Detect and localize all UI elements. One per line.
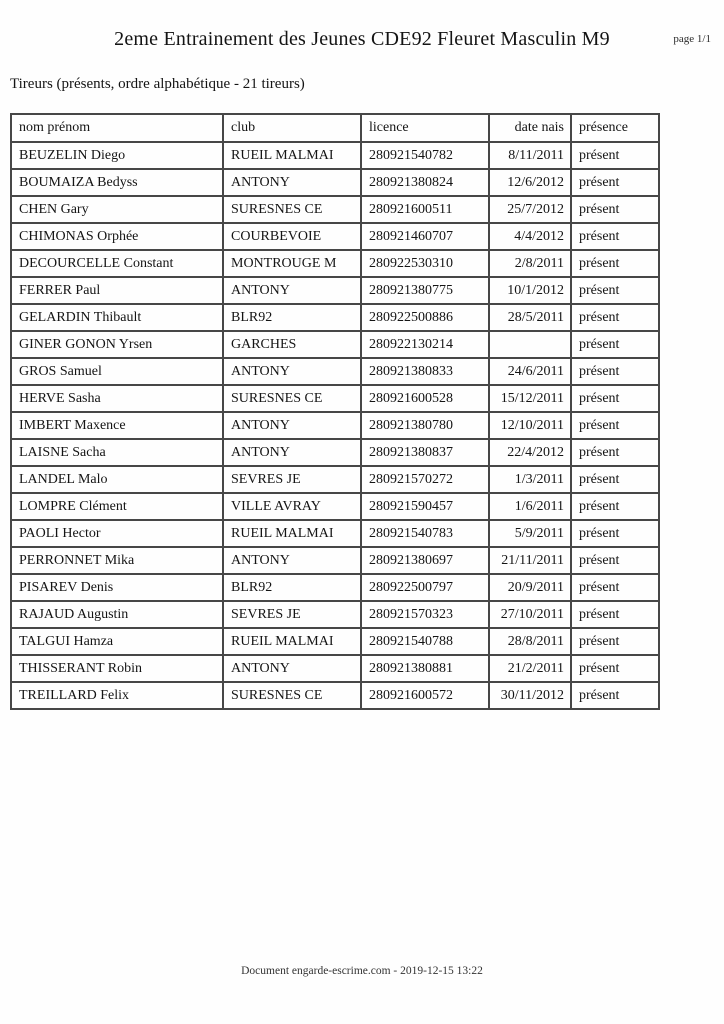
cell-licence: 280921600572 bbox=[361, 682, 489, 709]
cell-nom-prenom: PAOLI Hector bbox=[11, 520, 223, 547]
column-header-licence: licence bbox=[361, 114, 489, 142]
cell-presence: présent bbox=[571, 250, 659, 277]
cell-presence: présent bbox=[571, 169, 659, 196]
cell-club: RUEIL MALMAI bbox=[223, 520, 361, 547]
cell-licence: 280921540783 bbox=[361, 520, 489, 547]
cell-presence: présent bbox=[571, 682, 659, 709]
column-header-club: club bbox=[223, 114, 361, 142]
cell-presence: présent bbox=[571, 493, 659, 520]
cell-licence: 280921460707 bbox=[361, 223, 489, 250]
cell-date-nais: 12/6/2012 bbox=[489, 169, 571, 196]
cell-presence: présent bbox=[571, 358, 659, 385]
cell-licence: 280921600528 bbox=[361, 385, 489, 412]
cell-club: MONTROUGE M bbox=[223, 250, 361, 277]
cell-date-nais: 1/6/2011 bbox=[489, 493, 571, 520]
cell-licence: 280921540788 bbox=[361, 628, 489, 655]
tireurs-table bbox=[10, 113, 660, 710]
cell-date-nais: 5/9/2011 bbox=[489, 520, 571, 547]
cell-date-nais: 4/4/2012 bbox=[489, 223, 571, 250]
cell-club: SURESNES CE bbox=[223, 682, 361, 709]
cell-presence: présent bbox=[571, 520, 659, 547]
cell-licence: 280921380780 bbox=[361, 412, 489, 439]
cell-date-nais: 1/3/2011 bbox=[489, 466, 571, 493]
cell-club: ANTONY bbox=[223, 547, 361, 574]
table-row bbox=[11, 250, 659, 277]
table-row bbox=[11, 655, 659, 682]
table-row bbox=[11, 223, 659, 250]
cell-club: RUEIL MALMAI bbox=[223, 142, 361, 169]
table-row bbox=[11, 142, 659, 169]
cell-licence: 280921570272 bbox=[361, 466, 489, 493]
cell-nom-prenom: IMBERT Maxence bbox=[11, 412, 223, 439]
cell-date-nais: 30/11/2012 bbox=[489, 682, 571, 709]
table-row bbox=[11, 439, 659, 466]
table-row bbox=[11, 358, 659, 385]
cell-presence: présent bbox=[571, 601, 659, 628]
cell-club: SURESNES CE bbox=[223, 196, 361, 223]
cell-presence: présent bbox=[571, 439, 659, 466]
cell-nom-prenom: LAISNE Sacha bbox=[11, 439, 223, 466]
cell-presence: présent bbox=[571, 466, 659, 493]
cell-licence: 280921380775 bbox=[361, 277, 489, 304]
cell-club: ANTONY bbox=[223, 358, 361, 385]
cell-nom-prenom: GINER GONON Yrsen bbox=[11, 331, 223, 358]
cell-nom-prenom: CHEN Gary bbox=[11, 196, 223, 223]
cell-presence: présent bbox=[571, 547, 659, 574]
cell-presence: présent bbox=[571, 655, 659, 682]
table-row bbox=[11, 304, 659, 331]
cell-nom-prenom: FERRER Paul bbox=[11, 277, 223, 304]
cell-presence: présent bbox=[571, 304, 659, 331]
cell-date-nais: 12/10/2011 bbox=[489, 412, 571, 439]
page-number-indicator: page 1/1 bbox=[673, 33, 711, 45]
cell-club: VILLE AVRAY bbox=[223, 493, 361, 520]
cell-nom-prenom: TREILLARD Felix bbox=[11, 682, 223, 709]
cell-nom-prenom: BOUMAIZA Bedyss bbox=[11, 169, 223, 196]
cell-presence: présent bbox=[571, 196, 659, 223]
table-body bbox=[11, 142, 659, 709]
table-row bbox=[11, 385, 659, 412]
table-row bbox=[11, 682, 659, 709]
cell-nom-prenom: CHIMONAS Orphée bbox=[11, 223, 223, 250]
cell-presence: présent bbox=[571, 628, 659, 655]
table-row bbox=[11, 628, 659, 655]
cell-nom-prenom: LOMPRE Clément bbox=[11, 493, 223, 520]
cell-nom-prenom: BEUZELIN Diego bbox=[11, 142, 223, 169]
table-row bbox=[11, 601, 659, 628]
cell-presence: présent bbox=[571, 412, 659, 439]
table-row bbox=[11, 331, 659, 358]
cell-club: RUEIL MALMAI bbox=[223, 628, 361, 655]
cell-club: ANTONY bbox=[223, 277, 361, 304]
cell-nom-prenom: LANDEL Malo bbox=[11, 466, 223, 493]
table-row bbox=[11, 574, 659, 601]
cell-nom-prenom: THISSERANT Robin bbox=[11, 655, 223, 682]
cell-presence: présent bbox=[571, 574, 659, 601]
cell-club: ANTONY bbox=[223, 655, 361, 682]
table-row bbox=[11, 466, 659, 493]
cell-licence: 280921590457 bbox=[361, 493, 489, 520]
cell-date-nais bbox=[489, 331, 571, 358]
cell-date-nais: 28/8/2011 bbox=[489, 628, 571, 655]
table-row bbox=[11, 277, 659, 304]
cell-date-nais: 8/11/2011 bbox=[489, 142, 571, 169]
cell-licence: 280921380697 bbox=[361, 547, 489, 574]
table-row bbox=[11, 412, 659, 439]
cell-club: SEVRES JE bbox=[223, 601, 361, 628]
cell-presence: présent bbox=[571, 223, 659, 250]
cell-presence: présent bbox=[571, 385, 659, 412]
cell-licence: 280922130214 bbox=[361, 331, 489, 358]
document-footer: Document engarde-escrime.com - 2019-12-15 13:22 bbox=[241, 965, 483, 977]
cell-licence: 280921380824 bbox=[361, 169, 489, 196]
cell-licence: 280921380833 bbox=[361, 358, 489, 385]
cell-date-nais: 24/6/2011 bbox=[489, 358, 571, 385]
cell-nom-prenom: HERVE Sasha bbox=[11, 385, 223, 412]
cell-nom-prenom: GELARDIN Thibault bbox=[11, 304, 223, 331]
cell-licence: 280921600511 bbox=[361, 196, 489, 223]
cell-licence: 280921380837 bbox=[361, 439, 489, 466]
cell-nom-prenom: PERRONNET Mika bbox=[11, 547, 223, 574]
cell-nom-prenom: PISAREV Denis bbox=[11, 574, 223, 601]
cell-nom-prenom: RAJAUD Augustin bbox=[11, 601, 223, 628]
cell-club: BLR92 bbox=[223, 574, 361, 601]
cell-date-nais: 21/11/2011 bbox=[489, 547, 571, 574]
cell-club: SEVRES JE bbox=[223, 466, 361, 493]
table-row bbox=[11, 169, 659, 196]
table-header-row bbox=[11, 114, 659, 142]
column-header-date-nais: date nais bbox=[489, 114, 571, 142]
cell-presence: présent bbox=[571, 331, 659, 358]
cell-date-nais: 21/2/2011 bbox=[489, 655, 571, 682]
cell-club: ANTONY bbox=[223, 169, 361, 196]
cell-date-nais: 2/8/2011 bbox=[489, 250, 571, 277]
cell-licence: 280922530310 bbox=[361, 250, 489, 277]
cell-licence: 280921570323 bbox=[361, 601, 489, 628]
page-title: 2eme Entrainement des Jeunes CDE92 Fleuret Masculin M9 bbox=[114, 28, 610, 50]
cell-licence: 280921540782 bbox=[361, 142, 489, 169]
cell-club: GARCHES bbox=[223, 331, 361, 358]
cell-presence: présent bbox=[571, 277, 659, 304]
cell-club: COURBEVOIE bbox=[223, 223, 361, 250]
cell-date-nais: 25/7/2012 bbox=[489, 196, 571, 223]
cell-date-nais: 22/4/2012 bbox=[489, 439, 571, 466]
section-subtitle: Tireurs (présents, ordre alphabétique - 21 tireurs) bbox=[10, 76, 305, 92]
cell-nom-prenom: GROS Samuel bbox=[11, 358, 223, 385]
cell-date-nais: 28/5/2011 bbox=[489, 304, 571, 331]
cell-licence: 280922500797 bbox=[361, 574, 489, 601]
cell-licence: 280921380881 bbox=[361, 655, 489, 682]
cell-date-nais: 20/9/2011 bbox=[489, 574, 571, 601]
cell-licence: 280922500886 bbox=[361, 304, 489, 331]
table-row bbox=[11, 547, 659, 574]
cell-date-nais: 10/1/2012 bbox=[489, 277, 571, 304]
cell-nom-prenom: DECOURCELLE Constant bbox=[11, 250, 223, 277]
cell-club: SURESNES CE bbox=[223, 385, 361, 412]
column-header-presence: présence bbox=[571, 114, 659, 142]
cell-date-nais: 15/12/2011 bbox=[489, 385, 571, 412]
cell-club: BLR92 bbox=[223, 304, 361, 331]
table-row bbox=[11, 196, 659, 223]
table-row bbox=[11, 520, 659, 547]
cell-nom-prenom: TALGUI Hamza bbox=[11, 628, 223, 655]
cell-date-nais: 27/10/2011 bbox=[489, 601, 571, 628]
cell-club: ANTONY bbox=[223, 439, 361, 466]
column-header-nom-prenom: nom prénom bbox=[11, 114, 223, 142]
cell-presence: présent bbox=[571, 142, 659, 169]
table-row bbox=[11, 493, 659, 520]
cell-club: ANTONY bbox=[223, 412, 361, 439]
